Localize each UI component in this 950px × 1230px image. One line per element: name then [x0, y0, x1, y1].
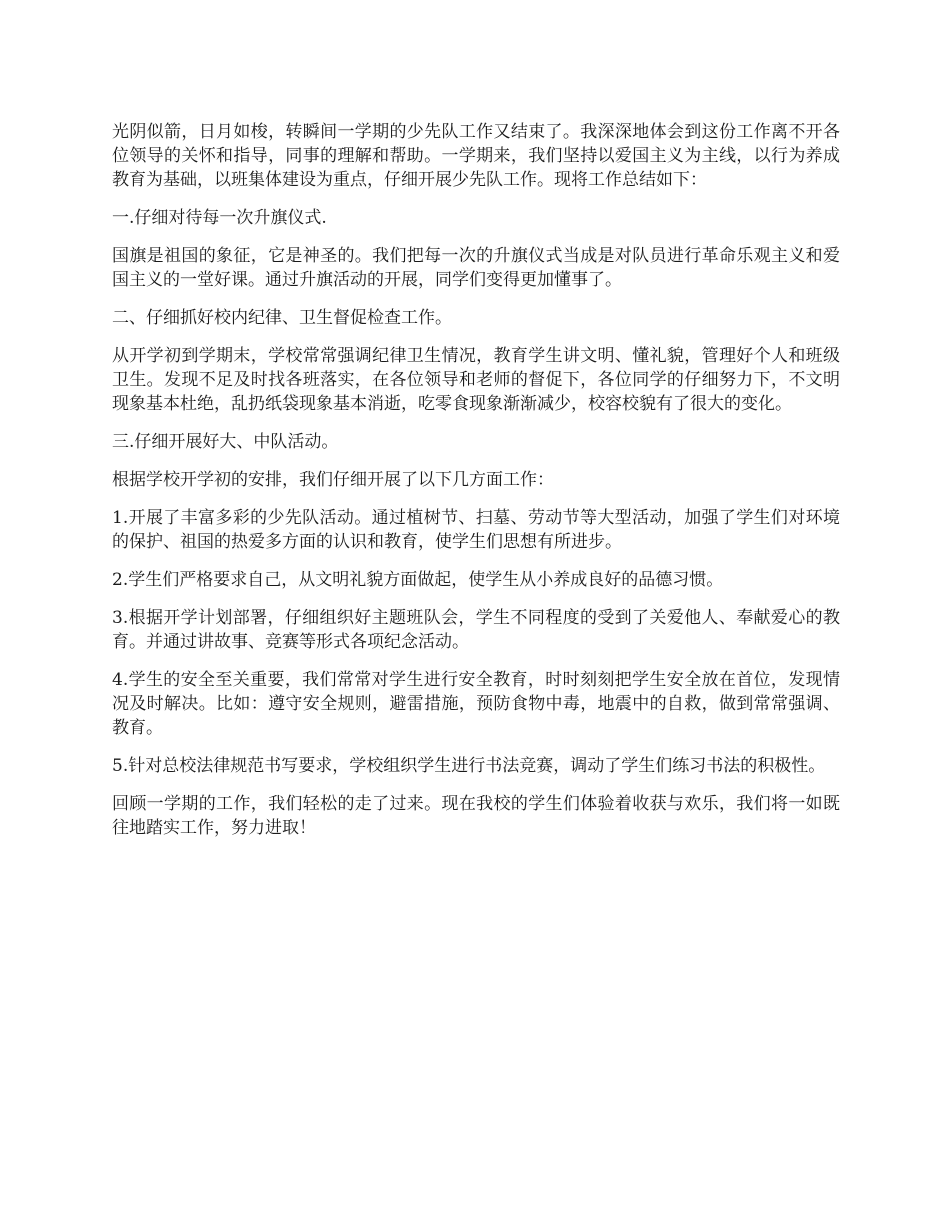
section-heading-1: 一.仔细对待每一次升旗仪式.	[112, 208, 327, 228]
section-heading-2: 二、仔细抓好校内纪律、卫生督促检查工作。	[112, 308, 452, 328]
closing-paragraph: 回顾一学期的工作，我们轻松的走了过来。现在我校的学生们体验着收获与欢乐，我们将一如既往地踏实工作，努力进取！	[112, 794, 840, 838]
list-item-2: 2.学生们严格要求自己，从文明礼貌方面做起，使学生从小养成良好的品德习惯。	[112, 570, 724, 590]
list-item-5: 5.针对总校法律规范书写要求，学校组织学生进行书法竞赛，调动了学生们练习书法的积极性。	[112, 756, 826, 776]
section-paragraph-1: 国旗是祖国的象征，它是神圣的。我们把每一次的升旗仪式当成是对队员进行革命乐观主义和爱国主义的一堂好课。通过升旗活动的开展，同学们变得更加懂事了。	[112, 246, 840, 290]
section-paragraph-2: 从开学初到学期末，学校常常强调纪律卫生情况，教育学生讲文明、懂礼貌，管理好个人和班级卫生。发现不足及时找各班落实，在各位领导和老师的督促下，各位同学的仔细努力下，不文明现象基本杜绝，乱扔纸袋现象基本消逝，吃零食现象渐渐减少，校容校貌有了很大的变化。	[112, 346, 840, 414]
document-body	[112, 120, 840, 854]
list-item-3: 3.根据开学计划部署，仔细组织好主题班队会，学生不同程度的受到了关爱他人、奉献爱心的教育。并通过讲故事、竞赛等形式各项纪念活动。	[112, 608, 840, 652]
intro-paragraph: 光阴似箭，日月如梭，转瞬间一学期的少先队工作又结束了。我深深地体会到这份工作离不开各位领导的关怀和指导，同事的理解和帮助。一学期来，我们坚持以爱国主义为主线，以行为养成教育为基础，以班集体建设为重点，仔细开展少先队工作。现将工作总结如下：	[112, 122, 840, 190]
list-item-1: 1.开展了丰富多彩的少先队活动。通过植树节、扫墓、劳动节等大型活动，加强了学生们对环境的保护、祖国的热爱多方面的认识和教育，使学生们思想有所进步。	[112, 508, 840, 552]
list-item-4: 4.学生的安全至关重要，我们常常对学生进行安全教育，时时刻刻把学生安全放在首位，发现情况及时解决。比如：遵守安全规则，避雷措施，预防食物中毒，地震中的自救，做到常常强调、教育。	[112, 670, 840, 738]
section-paragraph-3: 根据学校开学初的安排，我们仔细开展了以下几方面工作：	[112, 470, 554, 490]
section-heading-3: 三.仔细开展好大、中队活动。	[112, 432, 339, 452]
